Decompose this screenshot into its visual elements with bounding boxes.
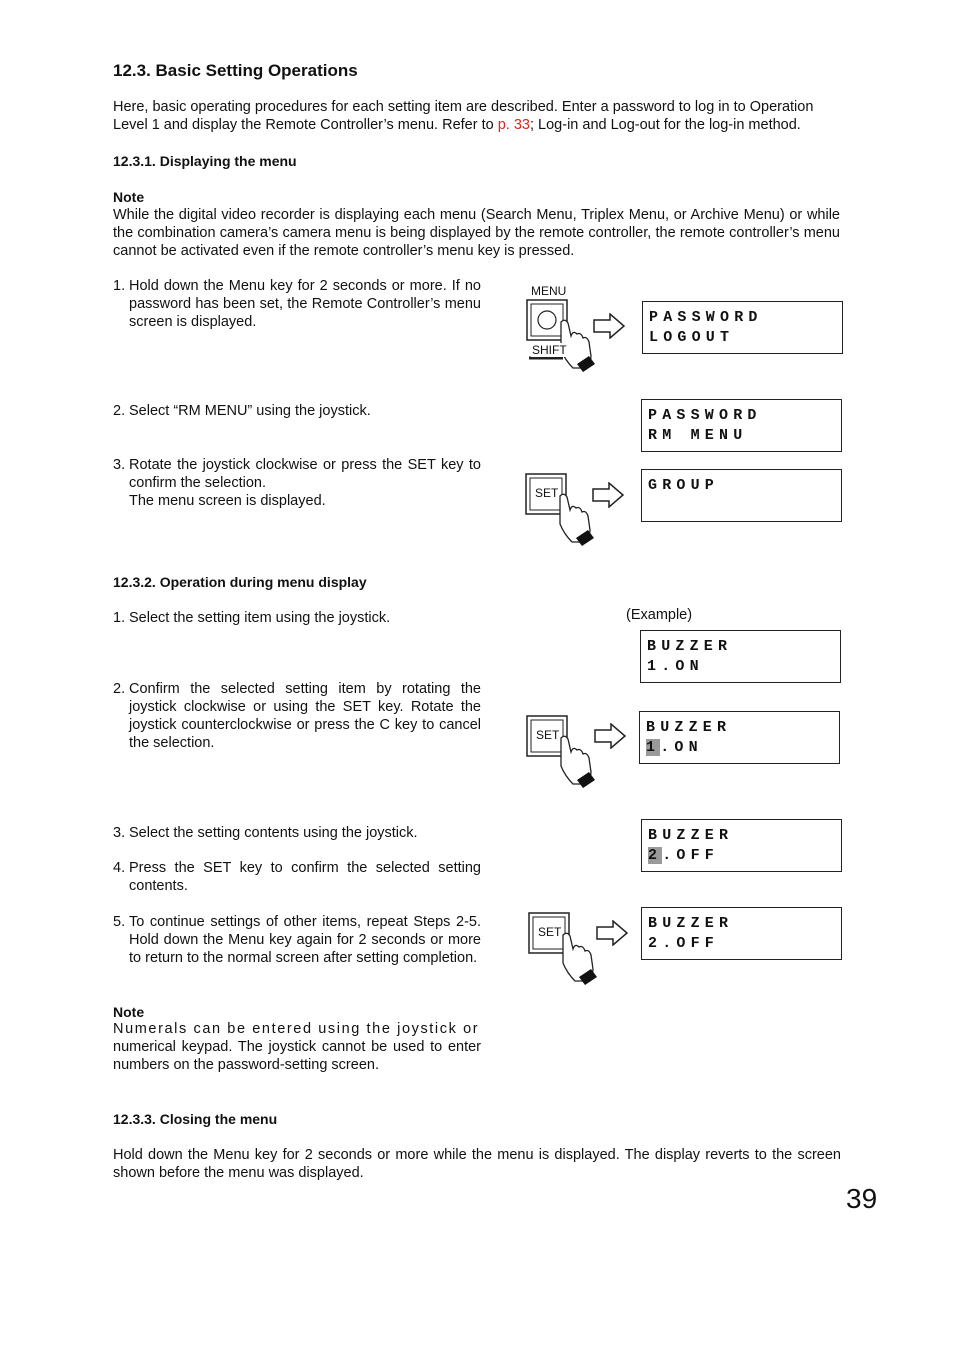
set-key-icon (524, 472, 604, 552)
note-text-2-line-1: Numerals can be entered using the joystick or (113, 1021, 480, 1037)
list-item (113, 277, 481, 331)
step-number: 2. (113, 403, 126, 419)
intro-paragraph (113, 98, 841, 134)
note-label-1: Note (113, 189, 145, 205)
lcd-line-1: BUZZER (646, 719, 732, 736)
subsection-title-displaying: 12.3.1. Displaying the menu (113, 153, 297, 169)
lcd-display (640, 630, 841, 683)
lcd-cursor: 1 (646, 739, 661, 756)
list-item (113, 609, 481, 627)
lcd-line-2 (648, 846, 841, 866)
page-33-link[interactable]: p. 33 (497, 117, 530, 133)
lcd-display (641, 907, 842, 960)
step-text: Press the SET key to confirm the selected setting contents. (129, 860, 481, 894)
lcd-line-2 (646, 738, 839, 758)
lcd-line-2: RM MENU (648, 427, 748, 444)
list-item (113, 824, 481, 842)
set-key-label: SET (538, 925, 562, 939)
lcd-line-1: GROUP (648, 477, 720, 494)
lcd-display (641, 399, 842, 452)
set-key-label: SET (536, 728, 560, 742)
set-key[interactable] (524, 472, 604, 552)
step-text: Hold down the Menu key for 2 seconds or more. If no password has been set, the Remote Controller’s menu screen is displayed. (129, 278, 481, 330)
note-text-1: While the digital video recorder is displaying each menu (Search Menu, Triplex Menu, or Archive Menu) or while the combination camera’s camera menu is being displayed by the remote controller, the remote controller’s menu cannot be activated even if the remote controller’s menu key is pressed. (113, 207, 840, 259)
lcd-line-2: LOGOUT (649, 329, 735, 346)
list-item (113, 913, 481, 967)
lcd-line-2: 2.OFF (648, 935, 720, 952)
example-label: (Example) (626, 607, 693, 623)
subsection-title-closing: 12.3.3. Closing the menu (113, 1111, 278, 1127)
step-number: 3. (113, 825, 126, 841)
step-number: 4. (113, 860, 126, 876)
list-item (113, 859, 481, 895)
closing-text: Hold down the Menu key for 2 seconds or more while the menu is displayed. The display reverts to the screen shown before the menu was displayed. (113, 1147, 841, 1181)
intro-line-1: Here, basic operating procedures for each setting item are described. Enter a password to log in to Operation (113, 99, 814, 115)
note-text-2 (113, 1020, 481, 1074)
list-item (113, 402, 481, 420)
step-number: 5. (113, 914, 126, 930)
lcd-line-2: 1.ON (647, 658, 704, 675)
list-item (113, 456, 481, 510)
lcd-line-2-rest: .OFF (662, 847, 720, 864)
step-number: 1. (113, 278, 126, 294)
set-key[interactable] (527, 911, 607, 991)
note-label-2: Note (113, 1004, 145, 1020)
lcd-line-1: PASSWORD (648, 407, 762, 424)
lcd-line-1: PASSWORD (649, 309, 763, 326)
arrow-right-icon (593, 313, 625, 344)
lcd-line-1: BUZZER (648, 915, 734, 932)
set-key-icon (527, 911, 607, 991)
lcd-display (642, 301, 843, 354)
section-title: 12.3. Basic Setting Operations (113, 61, 358, 80)
list-item (113, 680, 481, 752)
step-text: To continue settings of other items, repeat Steps 2-5. Hold down the Menu key again for 2 seconds or more to return to the normal screen after setting completion. (129, 914, 481, 966)
lcd-cursor: 2 (648, 847, 663, 864)
subsection-title-operation: 12.3.2. Operation during menu display (113, 574, 367, 590)
lcd-display (639, 711, 840, 764)
lcd-line-2-rest: .ON (660, 739, 703, 756)
step-number: 1. (113, 610, 126, 626)
menu-key-label: MENU (531, 284, 567, 298)
note-text-2-rest: numerical keypad. The joystick cannot be used to enter numbers on the password-setting screen. (113, 1039, 481, 1073)
lcd-display (641, 819, 842, 872)
step-text: Select the setting item using the joystick. (129, 610, 391, 626)
lcd-line-1: BUZZER (648, 827, 734, 844)
step-text: Rotate the joystick clockwise or press the SET key to confirm the selection. (129, 457, 481, 491)
step-number: 2. (113, 681, 126, 697)
shift-key-label: SHIFT (532, 343, 567, 357)
page-number: 39 (846, 1183, 878, 1214)
intro-line-2 (113, 116, 841, 134)
set-key-label: SET (535, 486, 559, 500)
lcd-display (641, 469, 842, 522)
step-text: Confirm the selected setting item by rotating the joystick clockwise or using the SET key. Rotate the joystick counterclockwise or press the C key to cancel the selection. (129, 681, 481, 751)
set-key-icon (525, 714, 605, 794)
intro-text-before: Level 1 and display the Remote Controller’s menu. Refer to (113, 117, 498, 133)
step-text: Select the setting contents using the joystick. (129, 825, 418, 841)
step-number: 3. (113, 457, 126, 473)
set-key[interactable] (525, 714, 605, 794)
step-text-extra: The menu screen is displayed. (129, 493, 326, 509)
intro-text-after: ; Log-in and Log-out for the log-in method. (529, 117, 801, 133)
step-text: Select “RM MENU” using the joystick. (129, 403, 371, 419)
lcd-line-1: BUZZER (647, 638, 733, 655)
